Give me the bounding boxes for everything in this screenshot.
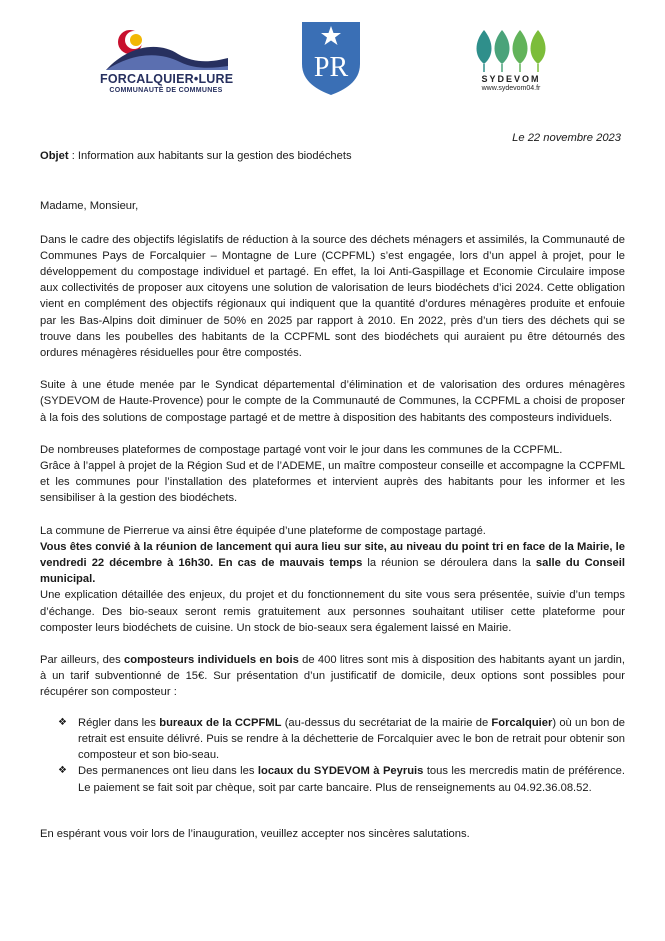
paragraph-platforms: De nombreuses plateformes de compostage partagé vont voir le jour dans les communes de la CCPFML.: [40, 443, 563, 456]
sydevom-logo: [466, 22, 556, 100]
meeting-fallback: la réunion se déroulera dans la: [362, 557, 536, 570]
option1-text-b: (au-dessus du secrétariat de la mairie de: [281, 716, 492, 729]
paragraph-explanation: Une explication détaillée des enjeux, du projet et du fonctionnement du site vous sera présentée, suivie d’un temps d’échange. Des bio-seaux seront remis gratuitement aux personnes souhaitant utiliser cette plateforme pour composter leurs biodéchets de cuisine. Un stock de bio-seaux sera également laissé en Mairie.: [40, 589, 625, 634]
paragraph-context: Dans le cadre des objectifs législatifs de réduction à la source des déchets ménagers et assimilés, la Communauté de Communes Pays de Forcalquier – Montagne de Lure (CCPFML) s’est engagée, lors d’un appel à projet, pour le développement du compostage individuel et partagé. En effet, la loi Anti-Gaspillage et Economie Circulaire impose aux collectivités de proposer aux citoyens une solution de valorisation de leurs biodéchets d’ici 2024. Cette obligation vient en complément des objectifs régionaux qui indiquent que la quantité d’ordures ménagères produite et enfouie par les Bas-Alpins doit diminuer de 50% en 2025 par rapport à 2010. En 2022, près d’un tiers des déchets qui se trouve dans les poubelles des habitants de la CCPFML sont des biodéchets qui auraient pu être détournés des ordures ménagères résiduelles pour être compostés.: [40, 233, 625, 360]
subject-label: Objet: [40, 150, 69, 163]
meeting-room: salle du Conseil municipal.: [40, 557, 625, 586]
composters-text-a: Par ailleurs, des: [40, 654, 125, 667]
diamond-bullet-icon: ❖: [58, 765, 67, 777]
pierrerue-crest: [300, 20, 362, 96]
composters-text-b: de 400 litres sont mis à disposition des habitants ayant un jardin, à un tarif subventionné de 15€. Sur présentation d’un justificatif de domicile, deux options sont possibles pour récupérer son composteur :: [40, 654, 625, 699]
diamond-bullet-icon: ❖: [58, 716, 67, 728]
forcalquier-lure-logo: [100, 24, 232, 100]
letter-salutation: Madame, Monsieur,: [40, 200, 139, 213]
header-logos: [0, 18, 665, 98]
letter-date: Le 22 novembre 2023: [512, 132, 621, 144]
option1-text-c: ) où un bon de retrait est ensuite délivré. Puis se rendre à la déchetterie de Forcalquier avec le bon de retrait pour obtenir son composteur et son bio-seau.: [78, 716, 626, 762]
meeting-details: Vous êtes convié à la réunion de lancement qui aura lieu sur site, au niveau du point tri en face de la Mairie, le vendredi 22 décembre à 16h30. En cas de mauvais temps: [40, 540, 625, 570]
option2-text-b: tous les mercredis matin de préférence. Le paiement se fait soit par chèque, soit par carte bancaire. Plus de renseignements au 04.92.36.08.52.: [78, 765, 625, 794]
option1-text-a: Régler dans les: [78, 716, 160, 729]
options-list: [40, 715, 625, 796]
sydevom-url: www.sydevom04.fr: [481, 85, 541, 92]
paragraph-study: Suite à une étude menée par le Syndicat départemental d’élimination et de valorisation des ordures ménagères (SYDEVOM de Haute-Provence) pour le compte de la Communauté de Communes, la CCPFML a choisi de proposer à la fois des solutions de compostage partagé et de mettre à disposition des habitants des composteurs individuels.: [40, 379, 625, 424]
list-item: [58, 715, 626, 764]
sydevom-name: SYDEVOM: [481, 74, 541, 84]
option1-bold-town: Forcalquier: [491, 716, 553, 729]
subject-text: : Information aux habitants sur la gestion des biodéchets: [68, 150, 352, 163]
paragraph-region: Grâce à l’appel à projet de la Région Sud et de l’ADEME, un maître composteur conseille et accompagne la CCPFML et les communes pour l’installation des plateformes et intervient auprès des habitants pour les informer et les sensibiliser à la gestion des biodéchets.: [40, 460, 625, 505]
shield-icon: [300, 20, 362, 96]
paragraph-closing: En espérant vous voir lors de l’inauguration, veuillez accepter nos sincères salutations.: [40, 827, 470, 840]
paragraph-meeting: [40, 539, 625, 588]
paragraph-pierrerue: La commune de Pierrerue va ainsi être équipée d’une plateforme de compostage partagé.: [40, 524, 486, 537]
crest-letters: PR: [313, 52, 349, 83]
option2-bold-location: locaux du SYDEVOM à Peyruis: [257, 765, 424, 778]
composters-highlight: composteurs individuels en bois: [124, 654, 299, 667]
forcalquier-lure-emblem: [100, 24, 232, 74]
list-item: [58, 763, 625, 795]
option2-text-a: Des permanences ont lieu dans les: [78, 765, 258, 778]
paragraph-composters: [40, 652, 625, 701]
forcalquier-lure-name: FORCALQUIER•LURE: [100, 72, 234, 86]
sydevom-leaves-icon: [466, 22, 556, 74]
forcalquier-lure-subtitle: COMMUNAUTÉ DE COMMUNES: [109, 87, 223, 94]
option1-bold-office: bureaux de la CCPFML: [159, 716, 282, 729]
letter-subject: [40, 148, 625, 164]
letter-body: [40, 130, 625, 858]
